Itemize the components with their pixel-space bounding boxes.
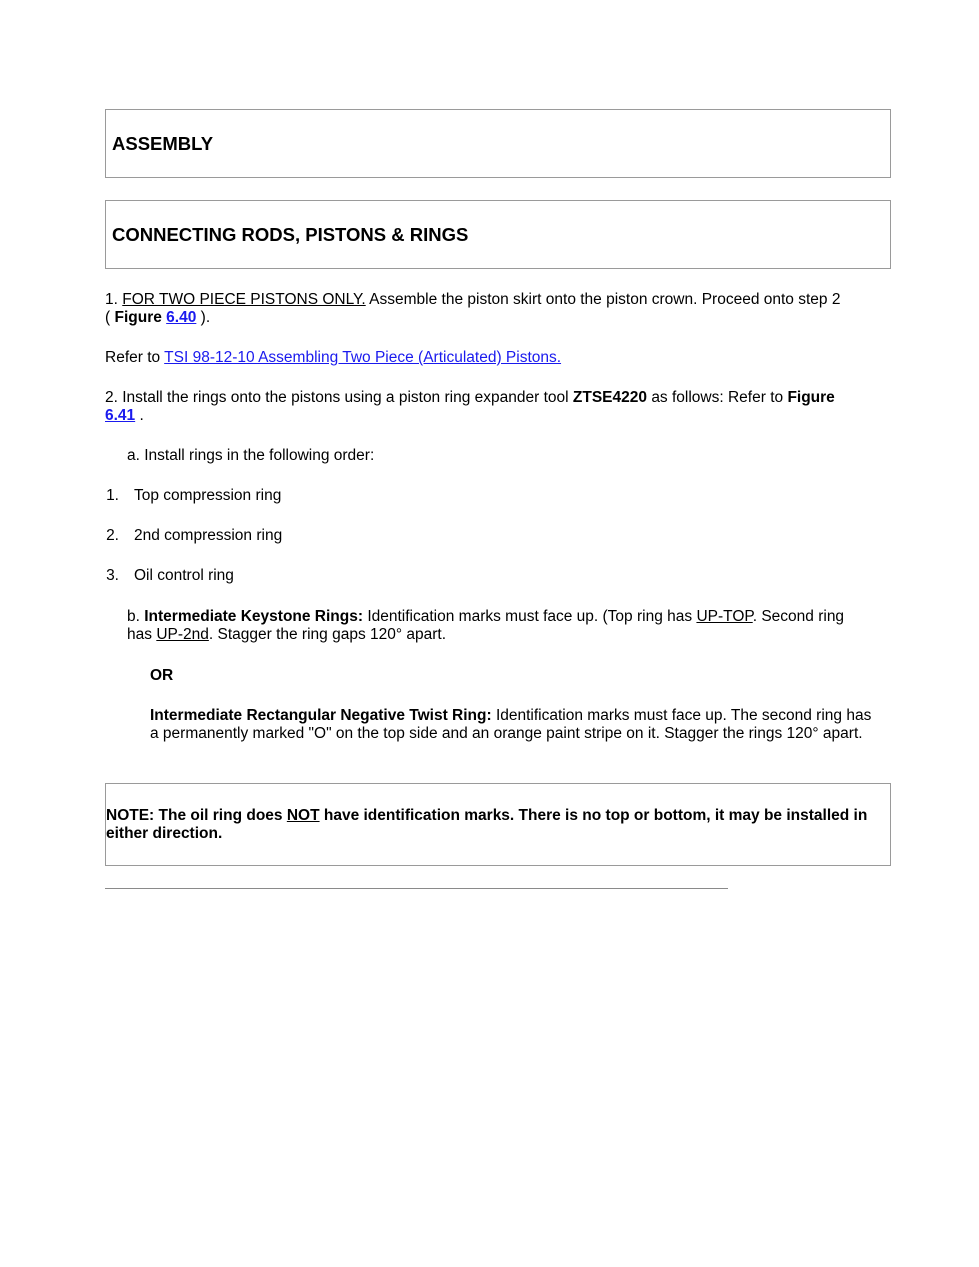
up-top-mark: UP-TOP bbox=[696, 608, 753, 625]
substep-b-text-4: . Stagger the ring gaps 120° apart. bbox=[208, 626, 447, 643]
connecting-rods-heading: CONNECTING RODS, PISTONS & RINGS bbox=[112, 224, 469, 245]
note-box bbox=[105, 783, 891, 866]
up-2nd-mark: UP-2nd bbox=[156, 626, 209, 643]
list-item-label: Oil control ring bbox=[134, 567, 234, 584]
note-prefix: NOTE: The oil ring does bbox=[106, 807, 287, 824]
substep-a: a. Install rings in the following order: bbox=[127, 447, 375, 464]
refer-paragraph bbox=[105, 349, 895, 367]
figure-label: Figure bbox=[787, 389, 835, 406]
keystone-rings-label: Intermediate Keystone Rings: bbox=[144, 608, 364, 625]
figure-6-40-link[interactable]: 6.40 bbox=[166, 309, 197, 326]
step-1-paren-close: ). bbox=[200, 309, 211, 326]
substep-b-text-2: . Second ring bbox=[752, 608, 845, 625]
assembly-section-box bbox=[105, 109, 891, 178]
step-2-text-2: as follows: Refer to bbox=[651, 389, 784, 406]
figure-6-41-link[interactable]: 6.41 bbox=[105, 407, 136, 424]
refer-prefix: Refer to bbox=[105, 349, 161, 366]
step-2-text: 2. Install the rings onto the pistons using a piston ring expander tool bbox=[105, 389, 569, 406]
step-1-text: Assemble the piston skirt onto the piston crown. Proceed onto step 2 bbox=[365, 291, 841, 308]
horizontal-divider bbox=[105, 888, 728, 889]
list-item-label: Top compression ring bbox=[134, 487, 282, 504]
rectangular-ring-text: Identification marks must face up. The second ring has a permanently marked "O" on the top side and an orange paint stripe on it. Stagger the rings 120° apart. bbox=[150, 707, 872, 742]
list-item-number: 2. bbox=[106, 527, 119, 544]
tool-number: ZTSE4220 bbox=[572, 389, 647, 406]
list-item-label: 2nd compression ring bbox=[134, 527, 283, 544]
two-piece-pistons-note: FOR TWO PIECE PISTONS ONLY. bbox=[122, 291, 366, 308]
substep-b bbox=[127, 608, 897, 644]
rectangular-ring-paragraph bbox=[150, 707, 878, 743]
step-1-paragraph bbox=[105, 291, 895, 327]
rectangular-ring-label: Intermediate Rectangular Negative Twist Ring: bbox=[150, 707, 492, 724]
step-2-period: . bbox=[139, 407, 144, 424]
note-emphasis: NOT bbox=[286, 807, 320, 824]
list-item-number: 3. bbox=[106, 567, 119, 584]
step-1-paren-open: ( bbox=[105, 309, 111, 326]
step-1-number: 1. bbox=[105, 291, 118, 308]
assembly-heading: ASSEMBLY bbox=[112, 133, 214, 154]
substep-b-text-1: Identification marks must face up. (Top ring has bbox=[363, 608, 697, 625]
list-item-number: 1. bbox=[106, 487, 119, 504]
note-text: have identification marks. There is no top or bottom, it may be installed in either direction. bbox=[106, 807, 868, 842]
substep-b-text-3: has bbox=[127, 626, 157, 643]
substep-b-prefix: b. bbox=[127, 608, 140, 625]
or-label: OR bbox=[150, 667, 174, 684]
figure-label: Figure bbox=[114, 309, 162, 326]
connecting-rods-section-box bbox=[105, 200, 891, 269]
step-2-paragraph bbox=[105, 389, 895, 425]
oil-ring-note bbox=[106, 807, 892, 843]
tsi-bulletin-link[interactable]: TSI 98-12-10 Assembling Two Piece (Articulated) Pistons. bbox=[164, 349, 562, 366]
